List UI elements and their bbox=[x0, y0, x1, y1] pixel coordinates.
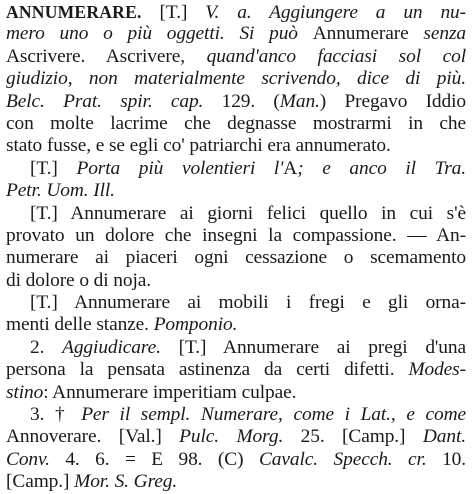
text-segment: Conv. bbox=[6, 448, 50, 470]
text-line bbox=[6, 382, 466, 404]
text-segment: 129. ( bbox=[203, 90, 280, 112]
text-segment: Cavalc. Specch. cr. bbox=[258, 448, 427, 470]
text-segment: di dolore o di noja. bbox=[6, 269, 152, 291]
text-segment: numerare ai piaceri ogni cessazione o scemamento bbox=[6, 247, 466, 269]
text-line bbox=[6, 292, 466, 314]
text-segment: [Camp.] bbox=[6, 471, 75, 493]
text-segment: [T.] Annumerare ai pregi d'una bbox=[160, 336, 467, 358]
text-line bbox=[6, 113, 466, 135]
text-line bbox=[6, 471, 466, 493]
text-segment: Porta più volentieri l' bbox=[76, 157, 284, 179]
text-segment: Annumerare bbox=[312, 23, 424, 45]
text-segment: senza bbox=[423, 23, 466, 45]
text-segment: provato un dolore che insegni la compassione. — An- bbox=[6, 224, 466, 246]
text-segment: 2. bbox=[30, 336, 63, 358]
text-segment: Mor. S. Greg. bbox=[74, 471, 178, 493]
text-segment: quand'anco facciasi sol col bbox=[206, 45, 466, 67]
text-line bbox=[6, 1, 466, 23]
text-segment: Modes- bbox=[408, 359, 466, 381]
text-line bbox=[6, 46, 466, 68]
text-segment: Pomponio. bbox=[153, 314, 238, 336]
text-segment: menti delle stanze. bbox=[6, 314, 154, 336]
text-segment: Annoverare. bbox=[6, 426, 102, 448]
text-segment: Aggiudicare. bbox=[62, 336, 161, 358]
text-segment: V. a. Aggiungere a un nu- bbox=[205, 2, 466, 23]
text-segment: [T.] bbox=[30, 157, 77, 179]
text-line bbox=[6, 359, 466, 381]
text-segment: 3. † bbox=[30, 404, 82, 426]
text-line bbox=[6, 91, 466, 113]
text-segment: : Annumerare imperitiam culpae. bbox=[43, 381, 297, 403]
text-segment: Pulc. Morg. bbox=[179, 426, 284, 448]
text-line bbox=[6, 158, 466, 180]
text-segment: mero uno o più oggetti. Si può bbox=[6, 23, 313, 45]
text-line bbox=[6, 426, 466, 448]
text-segment: Petr. Uom. Ill. bbox=[6, 180, 115, 202]
text-segment: ) Pregavo Iddio bbox=[319, 90, 467, 112]
text-segment: Belc. Prat. spir. cap. bbox=[6, 90, 204, 112]
text-segment: Man. bbox=[279, 90, 320, 112]
text-segment: giudizio, non materialmente scrivendo, dice di più. bbox=[6, 68, 466, 90]
text-segment: [T.] bbox=[141, 2, 206, 23]
text-line bbox=[6, 314, 466, 336]
text-line bbox=[6, 180, 466, 202]
text-segment: stino bbox=[6, 381, 44, 403]
text-segment: Ascrivere. Ascrivere, bbox=[6, 45, 207, 67]
text-segment: Dant. bbox=[422, 426, 466, 448]
dictionary-entry bbox=[6, 1, 466, 494]
text-segment: persona la pensata astinenza da certi difetti. bbox=[6, 359, 409, 381]
text-segment: 4. 6. = E 98. (C) bbox=[49, 448, 259, 470]
text-segment: stato fusse, e se egli co' patriarchi era annumerato. bbox=[6, 135, 391, 157]
text-segment: [T.] Annumerare ai giorni felici quello in cui s'è bbox=[30, 202, 466, 224]
text-line bbox=[6, 68, 466, 90]
text-segment: 10. bbox=[426, 448, 467, 470]
text-line bbox=[6, 270, 466, 292]
text-segment: A bbox=[283, 157, 298, 179]
text-line bbox=[6, 135, 466, 157]
text-line bbox=[6, 23, 466, 45]
text-segment: Per il sempl. Numerare, come i Lat., e come bbox=[81, 404, 466, 426]
text-segment: [T.] Annumerare ai mobili i fregi e gli orna- bbox=[30, 292, 466, 314]
text-line bbox=[6, 337, 466, 359]
text-line bbox=[6, 449, 466, 471]
text-segment: con molte lacrime che degnasse mostrarmi in che bbox=[6, 112, 466, 134]
text-segment: 25. [Camp.] bbox=[283, 426, 423, 448]
text-segment: ; e anco il Tra. bbox=[297, 157, 467, 179]
text-segment: [Val.] bbox=[101, 426, 180, 448]
headword: ANNUMERARE. bbox=[6, 2, 142, 22]
text-line bbox=[6, 404, 466, 426]
text-line bbox=[6, 225, 466, 247]
text-line bbox=[6, 203, 466, 225]
text-line bbox=[6, 247, 466, 269]
